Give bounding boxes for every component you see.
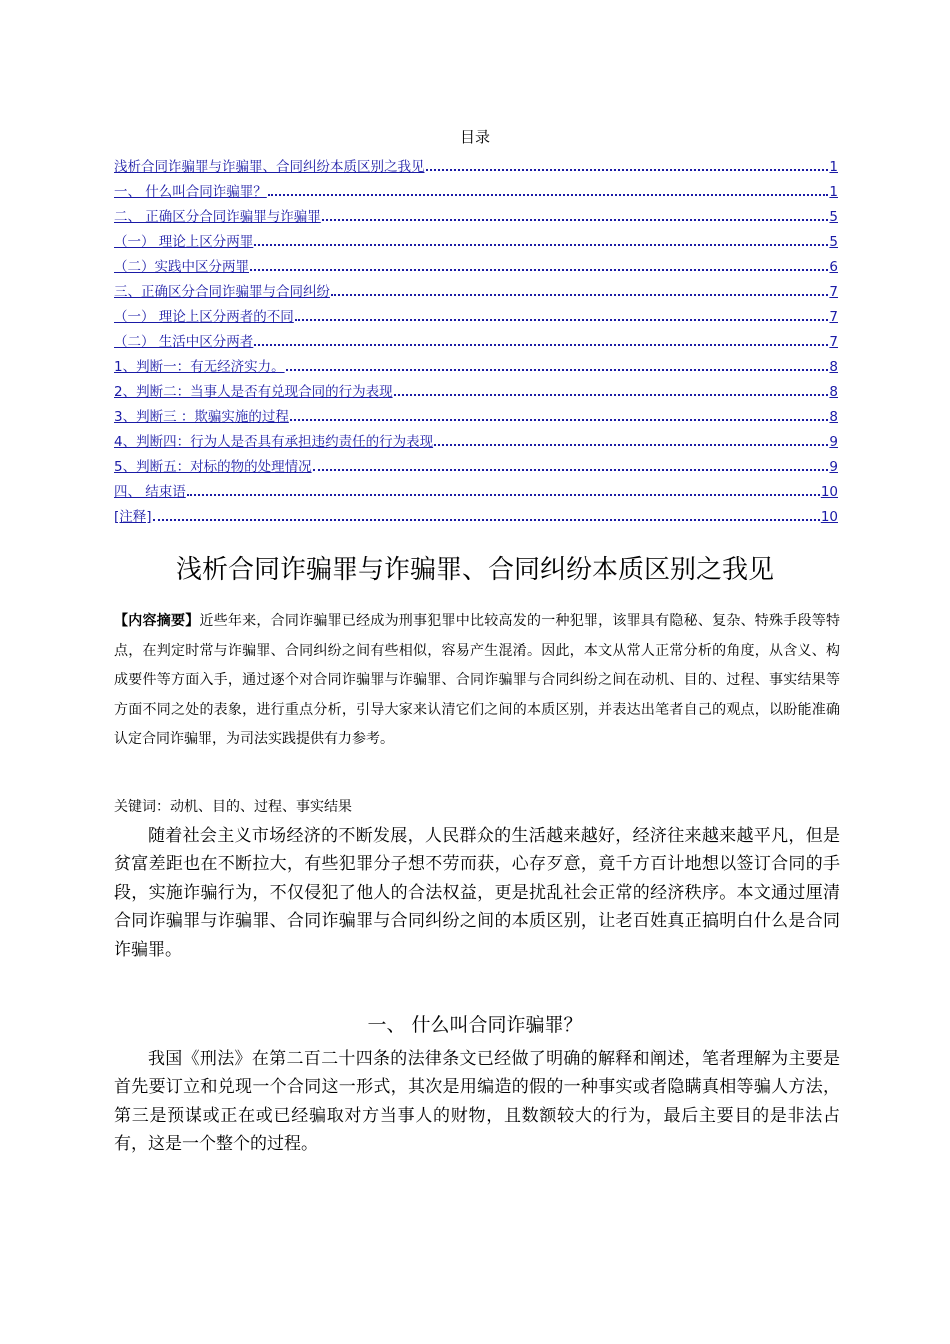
toc-leader-dots	[286, 369, 829, 371]
toc-entry[interactable]	[114, 175, 838, 200]
toc-leader-dots	[254, 244, 828, 246]
toc-entry-text[interactable]: 四、 结束语	[114, 484, 186, 500]
toc-leader-dots	[268, 194, 829, 196]
toc-leader-dots	[322, 219, 829, 221]
toc-entry-page[interactable]: 9	[829, 434, 838, 450]
toc-entry[interactable]	[114, 325, 838, 350]
toc-entry[interactable]	[114, 225, 838, 250]
toc-entry-page[interactable]: 5	[829, 209, 838, 225]
toc-entry[interactable]	[114, 500, 838, 525]
toc-entry-text[interactable]: （二） 生活中区分两者	[114, 334, 254, 350]
table-of-contents	[114, 150, 838, 525]
document-title: 浅析合同诈骗罪与诈骗罪、合同纠纷本质区别之我见	[175, 555, 774, 585]
toc-leader-dots	[394, 394, 829, 396]
toc-entry-text[interactable]: 二、 正确区分合同诈骗罪与诈骗罪	[114, 209, 321, 225]
toc-entry-text[interactable]: 4、判断四：行为人是否具有承担违约责任的行为表现	[114, 434, 434, 450]
toc-entry-page[interactable]: 7	[829, 334, 838, 350]
toc-entry-text[interactable]: 3、判断三 ：欺骗实施的过程	[114, 409, 289, 425]
toc-entry-page[interactable]: 7	[829, 309, 838, 325]
toc-entry-page[interactable]: 6	[829, 259, 838, 275]
toc-entry[interactable]	[114, 375, 838, 400]
toc-entry[interactable]	[114, 200, 838, 225]
toc-entry[interactable]	[114, 300, 838, 325]
toc-leader-dots	[153, 519, 820, 521]
abstract-text: 近些年来，合同诈骗罪已经成为刑事犯罪中比较高发的一种犯罪，该罪具有隐秘、复杂、特殊手段等特点，在判定时常与诈骗罪、合同纠纷之间有些相似，容易产生混淆。因此，本文从常人正常分析的角度，从含义、构成要件等方面入手，通过逐个对合同诈骗罪与诈骗罪、合同诈骗罪与合同纠纷之间在动机、目的、过程、事实结果等方面不同之处的表象，进行重点分析，引导大家来认清它们之间的本质区别，并表达出笔者自己的观点，以盼能准确认定合同诈骗罪，为司法实践提供有力参考。	[114, 613, 841, 748]
toc-entry-page[interactable]: 1	[829, 184, 838, 200]
toc-leader-dots	[290, 419, 829, 421]
toc-entry-page[interactable]: 7	[829, 284, 838, 300]
toc-entry[interactable]	[114, 425, 838, 450]
toc-leader-dots	[250, 269, 828, 271]
toc-entry-page[interactable]: 10	[820, 509, 838, 525]
toc-title: 目录	[459, 128, 490, 146]
toc-leader-dots	[426, 169, 829, 171]
abstract	[114, 607, 840, 755]
toc-entry[interactable]	[114, 250, 838, 275]
toc-entry-text[interactable]: 1、判断一：有无经济实力。	[114, 359, 285, 375]
toc-entry[interactable]	[114, 350, 838, 375]
toc-leader-dots	[295, 319, 829, 321]
toc-leader-dots	[331, 294, 828, 296]
toc-entry-page[interactable]: 8	[829, 359, 838, 375]
toc-entry-text[interactable]: 三、正确区分合同诈骗罪与合同纠纷	[114, 284, 330, 300]
toc-leader-dots	[254, 344, 828, 346]
toc-entry-page[interactable]: 9	[829, 459, 838, 475]
intro-paragraph: 随着社会主义市场经济的不断发展，人民群众的生活越来越好，经济往来越来越平凡，但是贫富差距也在不断拉大，有些犯罪分子想不劳而获，心存歹意，竟千方百计地想以签订合同的手段，实施诈骗行为，不仅侵犯了他人的合法权益，更是扰乱社会正常的经济秩序。本文通过厘清合同诈骗罪与诈骗罪、合同诈骗罪与合同纠纷之间的本质区别，让老百姓真正搞明白什么是合同诈骗罪。	[114, 826, 840, 960]
toc-entry[interactable]	[114, 400, 838, 425]
section-heading: 一、 什么叫合同诈骗罪？	[367, 1014, 583, 1036]
toc-entry-text[interactable]: 2、判断二：当事人是否有兑现合同的行为表现	[114, 384, 393, 400]
toc-entry[interactable]	[114, 450, 838, 475]
toc-entry-page[interactable]: 10	[820, 484, 838, 500]
toc-entry-text[interactable]: 一、 什么叫合同诈骗罪？	[114, 184, 267, 200]
toc-entry-page[interactable]: 8	[829, 384, 838, 400]
toc-entry-text[interactable]: （一） 理论上区分两罪	[114, 234, 254, 250]
toc-entry[interactable]	[114, 475, 838, 500]
abstract-label: 【内容摘要】	[114, 613, 200, 629]
keywords	[114, 796, 840, 818]
toc-entry-page[interactable]: 5	[829, 234, 838, 250]
toc-entry-page[interactable]: 8	[829, 409, 838, 425]
keywords-text: 动机、目的、过程、事实结果	[170, 799, 352, 815]
toc-entry-text[interactable]: [注释]	[114, 509, 152, 525]
toc-entry[interactable]	[114, 275, 838, 300]
toc-leader-dots	[434, 444, 828, 446]
keywords-label: 关键词：	[114, 799, 170, 815]
toc-leader-dots	[313, 469, 829, 471]
toc-entry-text[interactable]: 5、判断五：对标的物的处理情况	[114, 459, 312, 475]
toc-entry[interactable]	[114, 150, 838, 175]
toc-leader-dots	[187, 494, 820, 496]
toc-entry-text[interactable]: （一） 理论上区分两者的不同	[114, 309, 294, 325]
section-paragraph: 我国《刑法》在第二百二十四条的法律条文已经做了明确的解释和阐述，笔者理解为主要是首先要订立和兑现一个合同这一形式，其次是用编造的假的一种事实或者隐瞒真相等骗人方法，第三是预谋或正在或已经骗取对方当事人的财物，且数额较大的行为，最后主要目的是非法占有，这是一个整个的过程。	[114, 1049, 840, 1155]
toc-entry-page[interactable]: 1	[829, 159, 838, 175]
toc-entry-text[interactable]: （二）实践中区分两罪	[114, 259, 249, 275]
toc-entry-text[interactable]: 浅析合同诈骗罪与诈骗罪、合同纠纷本质区别之我见	[114, 159, 425, 175]
